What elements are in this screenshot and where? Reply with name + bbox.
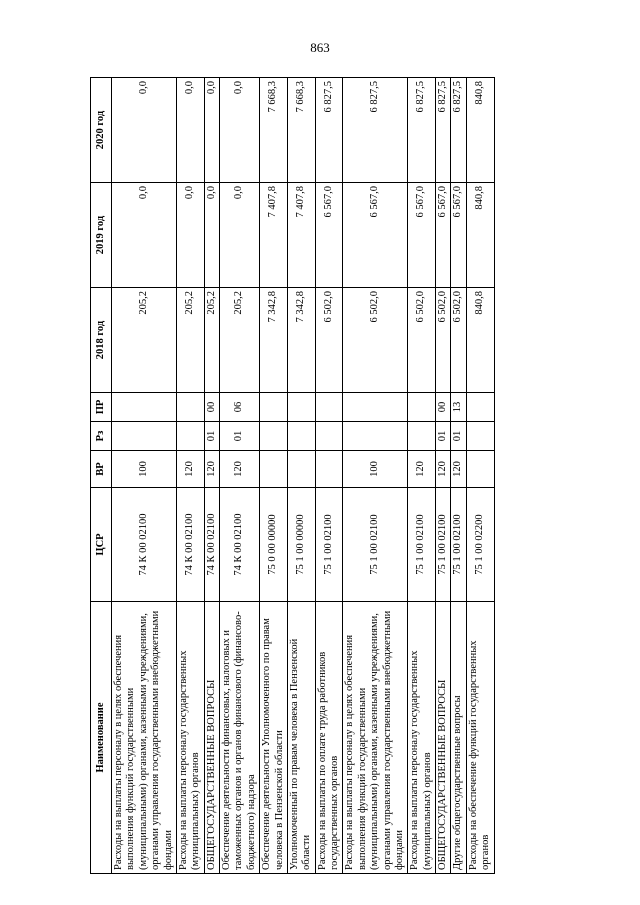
table-row (176, 78, 204, 874)
cell-2019: 6 567,0 (451, 183, 466, 288)
cell-2019: 0,0 (204, 183, 219, 288)
cell-csr: 75 1 00 02100 (408, 488, 436, 602)
cell-2018: 6 502,0 (343, 288, 408, 393)
cell-2018: 205,2 (176, 288, 204, 393)
cell-name: ОБЩЕГОСУДАРСТВЕННЫЕ ВОПРОСЫ (436, 602, 451, 874)
table-header-row (91, 78, 112, 874)
table-row (287, 78, 315, 874)
table-row (204, 78, 219, 874)
cell-2020: 840,8 (466, 78, 494, 183)
cell-2020: 6 827,5 (315, 78, 343, 183)
cell-vr: 100 (343, 451, 408, 488)
cell-vr (287, 451, 315, 488)
table-row (451, 78, 466, 874)
cell-2019: 7 407,8 (287, 183, 315, 288)
cell-2020: 7 668,3 (260, 78, 288, 183)
cell-2018: 205,2 (112, 288, 177, 393)
cell-pr: 00 (204, 393, 219, 422)
cell-2020: 6 827,5 (436, 78, 451, 183)
cell-name: Расходы на выплаты по оплате труда работников государственных органов (315, 602, 343, 874)
cell-2020: 0,0 (176, 78, 204, 183)
cell-rz (260, 422, 288, 451)
table-body (112, 78, 495, 874)
cell-name: Расходы на выплаты персоналу в целях обеспечения выполнения функций государственными (муниципальными) органами, казенными учреждениями, органами управления государственными внебюджетными фондами (112, 602, 177, 874)
cell-rz (343, 422, 408, 451)
header-2020: 2020 год (91, 78, 112, 183)
header-2019: 2019 год (91, 183, 112, 288)
table-row (343, 78, 408, 874)
cell-2020: 0,0 (220, 78, 260, 183)
cell-name: Уполномоченный по правам человека в Пензенской области (287, 602, 315, 874)
cell-2019: 0,0 (176, 183, 204, 288)
cell-pr (343, 393, 408, 422)
cell-vr: 120 (451, 451, 466, 488)
header-2018: 2018 год (91, 288, 112, 393)
cell-2018: 6 502,0 (451, 288, 466, 393)
cell-csr: 75 1 00 02100 (451, 488, 466, 602)
cell-vr (466, 451, 494, 488)
cell-2018: 6 502,0 (408, 288, 436, 393)
cell-name: Расходы на выплаты персоналу государственных (муниципальных) органов (176, 602, 204, 874)
cell-rz: 01 (204, 422, 219, 451)
cell-2019: 6 567,0 (436, 183, 451, 288)
cell-csr: 74 К 00 02100 (112, 488, 177, 602)
page-number: 863 (310, 40, 330, 55)
cell-2020: 6 827,5 (408, 78, 436, 183)
table-row (408, 78, 436, 874)
cell-2018: 205,2 (204, 288, 219, 393)
cell-name: Обеспечение деятельности Уполномоченного по правам человека в Пензенской области (260, 602, 288, 874)
cell-rz (112, 422, 177, 451)
cell-2019: 6 567,0 (343, 183, 408, 288)
cell-vr (315, 451, 343, 488)
table-row (466, 78, 494, 874)
cell-rz (408, 422, 436, 451)
cell-2018: 7 342,8 (287, 288, 315, 393)
cell-name: ОБЩЕГОСУДАРСТВЕННЫЕ ВОПРОСЫ (204, 602, 219, 874)
cell-2020: 7 668,3 (287, 78, 315, 183)
cell-2019: 0,0 (112, 183, 177, 288)
cell-name: Другие общегосударственные вопросы (451, 602, 466, 874)
cell-csr: 74 К 00 02100 (220, 488, 260, 602)
table-row (436, 78, 451, 874)
cell-csr: 75 1 00 00000 (287, 488, 315, 602)
cell-2020: 6 827,5 (451, 78, 466, 183)
header-pr: ПР (91, 393, 112, 422)
cell-csr: 74 К 00 02100 (204, 488, 219, 602)
header-rz: Рз (91, 422, 112, 451)
cell-vr: 120 (408, 451, 436, 488)
cell-vr: 120 (176, 451, 204, 488)
cell-csr: 75 1 00 02100 (343, 488, 408, 602)
cell-csr: 75 0 00 00000 (260, 488, 288, 602)
cell-csr: 74 К 00 02100 (176, 488, 204, 602)
cell-pr (466, 393, 494, 422)
cell-vr (260, 451, 288, 488)
cell-2018: 6 502,0 (315, 288, 343, 393)
cell-pr (287, 393, 315, 422)
cell-2018: 7 342,8 (260, 288, 288, 393)
cell-name: Расходы на выплаты персоналу государственных (муниципальных) органов (408, 602, 436, 874)
cell-vr: 120 (220, 451, 260, 488)
cell-2018: 840,8 (466, 288, 494, 393)
header-vr: ВР (91, 451, 112, 488)
table-row (112, 78, 177, 874)
cell-rz: 01 (451, 422, 466, 451)
rotated-table-container (90, 78, 520, 874)
cell-rz (315, 422, 343, 451)
header-csr: ЦСР (91, 488, 112, 602)
cell-rz (287, 422, 315, 451)
cell-rz: 01 (436, 422, 451, 451)
cell-2018: 6 502,0 (436, 288, 451, 393)
cell-2019: 6 567,0 (408, 183, 436, 288)
cell-pr: 13 (451, 393, 466, 422)
header-name: Наименование (91, 602, 112, 874)
cell-2018: 205,2 (220, 288, 260, 393)
cell-2019: 0,0 (220, 183, 260, 288)
cell-name: Обеспечение деятельности финансовых, налоговых и таможенных органов и органов финансового (финансово-бюджетного) надзора (220, 602, 260, 874)
table-row (220, 78, 260, 874)
cell-2020: 0,0 (204, 78, 219, 183)
cell-pr (408, 393, 436, 422)
cell-csr: 75 1 00 02100 (315, 488, 343, 602)
cell-csr: 75 1 00 02200 (466, 488, 494, 602)
cell-2019: 6 567,0 (315, 183, 343, 288)
cell-pr (315, 393, 343, 422)
cell-2019: 7 407,8 (260, 183, 288, 288)
cell-rz: 01 (220, 422, 260, 451)
cell-2020: 6 827,5 (343, 78, 408, 183)
cell-rz (466, 422, 494, 451)
cell-vr: 100 (112, 451, 177, 488)
cell-pr: 00 (436, 393, 451, 422)
cell-csr: 75 1 00 02100 (436, 488, 451, 602)
cell-pr (176, 393, 204, 422)
cell-2019: 840,8 (466, 183, 494, 288)
cell-pr: 06 (220, 393, 260, 422)
table-row (260, 78, 288, 874)
cell-name: Расходы на обеспечение функций государственных органов (466, 602, 494, 874)
cell-pr (112, 393, 177, 422)
cell-rz (176, 422, 204, 451)
cell-vr: 120 (436, 451, 451, 488)
cell-2020: 0,0 (112, 78, 177, 183)
cell-name: Расходы на выплаты персоналу в целях обеспечения выполнения функций государственными (муниципальными) органами, казенными учреждениями, органами управления государственными внебюджетными фондами (343, 602, 408, 874)
budget-table (90, 77, 495, 874)
table-row (315, 78, 343, 874)
cell-pr (260, 393, 288, 422)
cell-vr: 120 (204, 451, 219, 488)
